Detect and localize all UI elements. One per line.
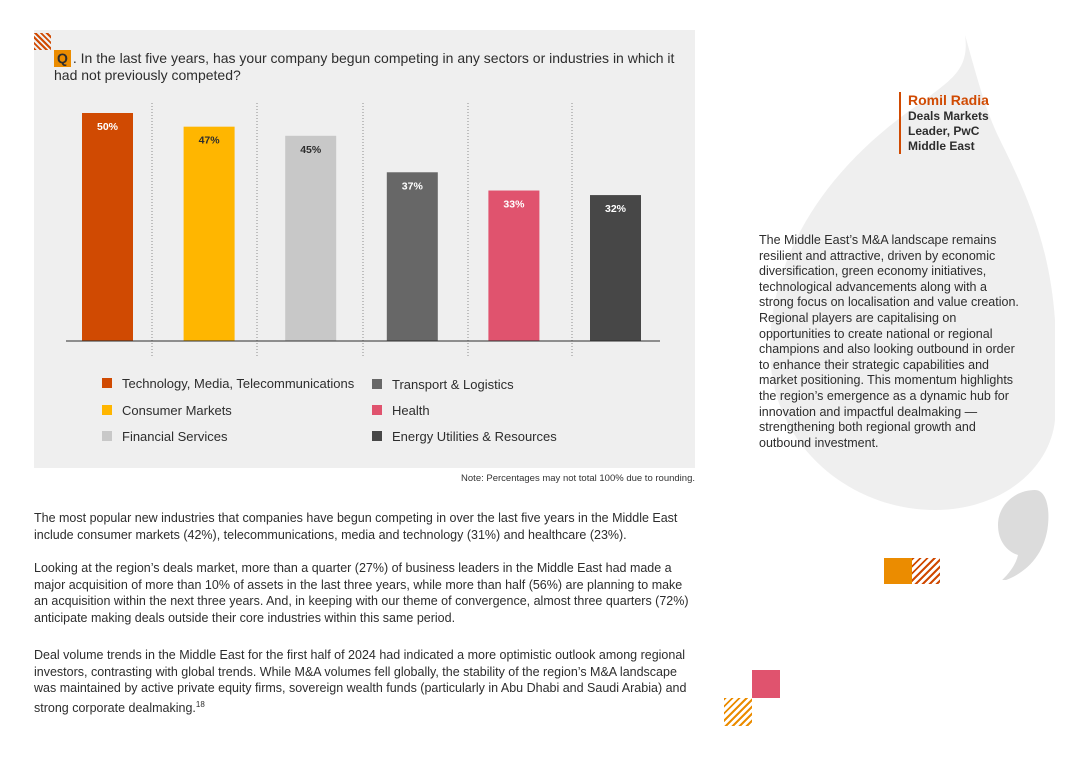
legend-swatch (102, 378, 112, 388)
bar-value-label: 32% (604, 203, 627, 216)
legend-label: Consumer Markets (122, 403, 232, 418)
quote-author (899, 92, 1004, 154)
legend-label: Health (392, 403, 430, 418)
bar-value-label: 50% (96, 121, 119, 133)
question-text: . In the last five years, has your company begun competing in any sectors or industries in which it had not previously competed? (54, 50, 675, 83)
chart-note: Note: Percentages may not total 100% due to rounding. (461, 473, 695, 484)
bar-2 (285, 136, 336, 341)
closing-quote-mark-icon (998, 490, 1048, 580)
legend-item (372, 377, 514, 392)
legend-item (102, 429, 228, 444)
legend-label: Energy Utilities & Resources (392, 429, 557, 444)
hatched-yellow-square-decoration (724, 698, 752, 726)
legend-item (372, 429, 557, 444)
body-paragraph-2: Looking at the region’s deals market, more than a quarter (27%) of business leaders in the Middle East had made a major acquisition of more than 10% of assets in the last three years, while more than half (56%) are planning to make an acquisition within the next three years. And, in keeping with our theme of convergence, almost three quarters (72%) anticipate making deals outside their core industries within this same period. (34, 561, 689, 625)
legend-label: Transport & Logistics (392, 377, 514, 392)
question-prefix: Q (54, 50, 71, 67)
legend-item (102, 376, 354, 391)
legend-item (102, 403, 232, 418)
bar-value-label: 37% (401, 180, 423, 193)
quote-text: The Middle East’s M&A landscape remains resilient and attractive, driven by economic diversification, green economy initiatives, technological advancements along with a strong focus on localisation and value creation. Regional players are capitalising on opportunities to create national or regional champions and also looking outbound in order to enhance their strategic capabilities and market positioning. This momentum highlights the region’s emergence as a dynamic hub for innovation and impactful dealmaking — strengthening both regional growth and outbound investment. (759, 233, 1019, 450)
bar-value-label: 33% (503, 198, 525, 211)
orange-square-decoration (884, 558, 912, 584)
pink-square-decoration (752, 670, 780, 698)
bar-5 (590, 195, 641, 341)
legend-swatch (102, 405, 112, 415)
legend-swatch (372, 405, 382, 415)
body-paragraph-3-text: Deal volume trends in the Middle East for the first half of 2024 had indicated a more optimistic outlook among regional investors, contrasting with global trends. While M&A volumes fell globally, the stability of the region’s M&A landscape was maintained by active private equity firms, sovereign wealth funds (particularly in Abu Dhabi and Saudi Arabia) and strong corporate dealmaking. (34, 648, 687, 715)
bar-value-label: 45% (300, 143, 322, 156)
legend-swatch (102, 431, 112, 441)
bar-chart (0, 0, 700, 470)
legend-label: Financial Services (122, 429, 228, 444)
author-name: Romil Radia (908, 92, 989, 108)
legend-swatch (372, 379, 382, 389)
bar-4 (488, 191, 539, 341)
bar-0 (82, 113, 133, 341)
bar-3 (387, 172, 438, 341)
bar-1 (184, 127, 235, 341)
body-paragraph-3 (34, 647, 699, 716)
legend-item (372, 403, 430, 418)
body-paragraph-1: The most popular new industries that companies have begun competing in over the last five years in the Middle East include consumer markets (42%), telecommunications, media and technology (31%) and healthcare (23%). (34, 511, 678, 542)
legend-swatch (372, 431, 382, 441)
legend-label: Technology, Media, Telecommunications (122, 376, 355, 391)
author-title: Deals Markets Leader, PwC Middle East (908, 109, 989, 153)
hatched-square-decoration (912, 558, 940, 584)
chart-bars (82, 113, 641, 341)
bar-value-label: 47% (198, 134, 220, 147)
footnote-marker: 18 (195, 699, 205, 709)
